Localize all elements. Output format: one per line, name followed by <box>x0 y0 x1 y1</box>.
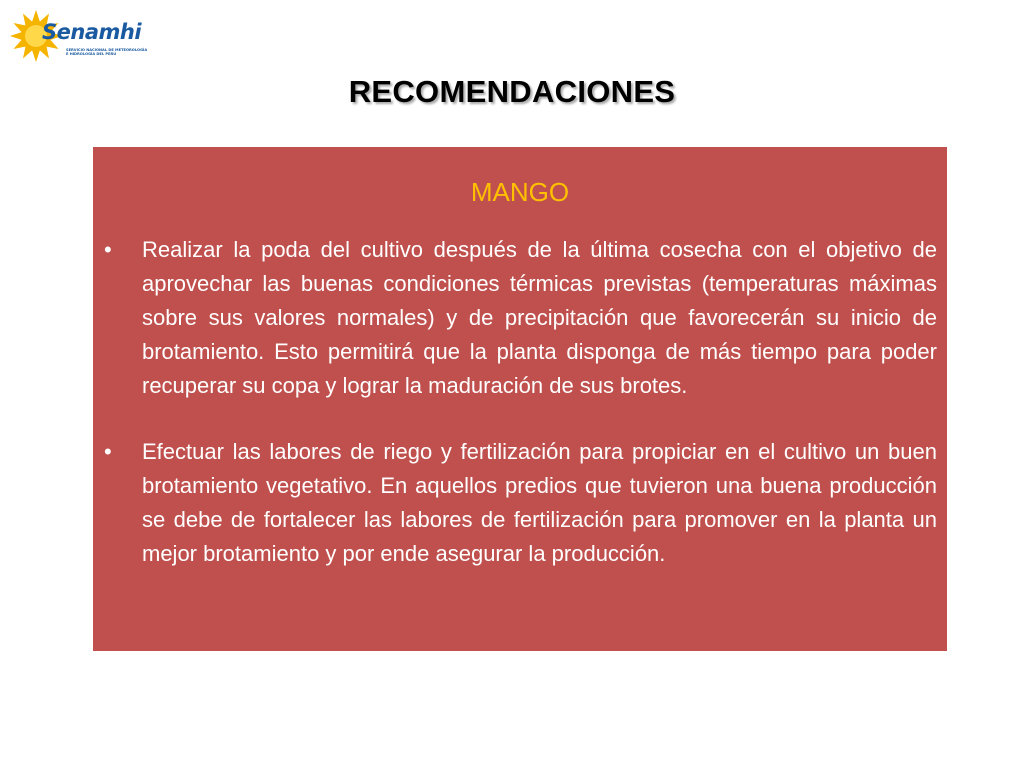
recommendation-list <box>93 233 947 603</box>
logo-wordmark: Senamhi <box>42 20 142 44</box>
bullet-icon: • <box>104 439 112 464</box>
list-item <box>93 233 947 403</box>
logo-subtitle <box>66 48 147 56</box>
recommendation-text: Realizar la poda del cultivo después de la última cosecha con el objetivo de aprovechar las buenas condiciones térmicas previstas (temperaturas máximas sobre sus valores normales) y de precipitación que favorecerán su inicio de brotamiento. Esto permitirá que la planta disponga de más tiempo para poder recuperar su copa y lograr la maduración de sus brotes. <box>142 237 937 398</box>
page-title: RECOMENDACIONES <box>348 74 676 109</box>
recommendation-text: Efectuar las labores de riego y fertilización para propiciar en el cultivo un buen brotamiento vegetativo. En aquellos predios que tuvieron una buena producción se debe de fortalecer las labores de fertilización para promover en la planta un mejor brotamiento y por ende asegurar la producción. <box>142 439 937 566</box>
logo-subtitle-line2: E HIDROLOGÍA DEL PERÚ <box>66 52 117 57</box>
senamhi-logo <box>10 8 150 64</box>
logo-subtitle-line1: SERVICIO NACIONAL DE METEOROLOGÍA <box>66 48 148 52</box>
crop-heading: MANGO <box>470 177 570 207</box>
list-item <box>93 435 947 571</box>
recommendations-panel <box>93 147 947 651</box>
bullet-icon: • <box>104 237 112 262</box>
